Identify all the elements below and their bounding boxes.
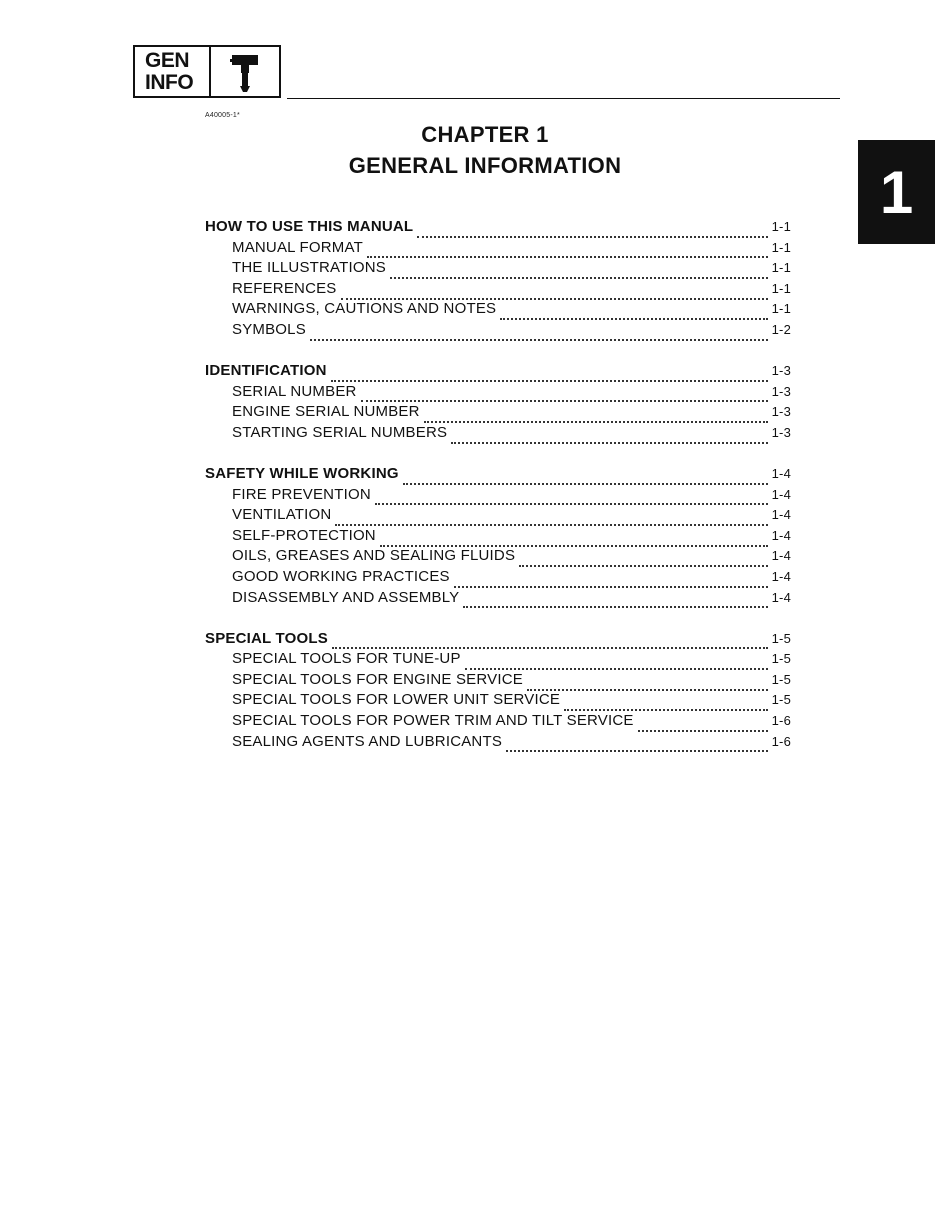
toc-page-number: 1-4 xyxy=(771,568,791,584)
toc-entry[interactable] xyxy=(205,321,791,342)
dot-leader xyxy=(454,572,768,588)
dot-leader xyxy=(335,510,767,526)
dot-leader xyxy=(527,675,768,691)
toc-entry[interactable] xyxy=(205,527,791,548)
outboard-motor-icon xyxy=(211,47,279,96)
dot-leader xyxy=(564,695,767,711)
chapter-subtitle: GENERAL INFORMATION xyxy=(348,153,622,178)
toc-entry-label: DISASSEMBLY AND ASSEMBLY xyxy=(232,588,460,606)
toc-page-number: 1-5 xyxy=(771,671,791,687)
dot-leader xyxy=(465,654,768,670)
toc-entry-label: REFERENCES xyxy=(232,279,337,297)
toc-entry[interactable] xyxy=(205,733,791,754)
toc-entry-label: SPECIAL TOOLS xyxy=(205,629,328,647)
toc-page-number: 1-6 xyxy=(771,712,791,728)
toc-entry-label: IDENTIFICATION xyxy=(205,362,327,380)
dot-leader xyxy=(519,551,767,567)
toc-entry-label: SPECIAL TOOLS FOR TUNE-UP xyxy=(232,650,461,668)
toc-page-number: 1-1 xyxy=(771,239,791,255)
toc-entry-label: SPECIAL TOOLS FOR ENGINE SERVICE xyxy=(232,670,523,688)
toc-entry-label: FIRE PREVENTION xyxy=(232,485,371,503)
toc-section-heading[interactable] xyxy=(205,630,791,651)
toc-page-number: 1-4 xyxy=(771,507,791,523)
toc-entry-label: SYMBOLS xyxy=(232,320,306,338)
dot-leader xyxy=(367,242,768,258)
toc-page-number: 1-3 xyxy=(771,383,791,399)
toc-section xyxy=(205,362,791,444)
toc-entry[interactable] xyxy=(205,486,791,507)
dot-leader xyxy=(341,284,768,300)
dot-leader xyxy=(451,428,767,444)
toc-entry-label: SPECIAL TOOLS FOR LOWER UNIT SERVICE xyxy=(232,691,561,709)
toc-page-number: 1-5 xyxy=(771,651,791,667)
toc-entry[interactable] xyxy=(205,506,791,527)
chapter-tab xyxy=(858,140,935,244)
toc-page-number: 1-1 xyxy=(771,280,791,296)
dot-leader xyxy=(361,386,768,402)
toc-entry[interactable] xyxy=(205,383,791,404)
toc-entry-label: VENTILATION xyxy=(232,506,332,524)
dot-leader xyxy=(424,407,768,423)
toc-entry[interactable] xyxy=(205,300,791,321)
table-of-contents xyxy=(205,218,791,774)
toc-page-number: 1-4 xyxy=(771,548,791,564)
toc-section xyxy=(205,465,791,609)
toc-entry[interactable] xyxy=(205,691,791,712)
toc-page-number: 1-3 xyxy=(771,404,791,420)
toc-page-number: 1-3 xyxy=(771,363,791,379)
toc-page-number: 1-4 xyxy=(771,527,791,543)
toc-entry[interactable] xyxy=(205,568,791,589)
toc-section-heading[interactable] xyxy=(205,362,791,383)
toc-entry-label: OILS, GREASES AND SEALING FLUIDS xyxy=(232,547,516,565)
dot-leader xyxy=(332,633,768,649)
toc-entry[interactable] xyxy=(205,712,791,733)
toc-page-number: 1-4 xyxy=(771,465,791,481)
dot-leader xyxy=(375,489,768,505)
toc-entry-label: SELF-PROTECTION xyxy=(232,526,376,544)
toc-entry[interactable] xyxy=(205,424,791,445)
toc-entry-label: HOW TO USE THIS MANUAL xyxy=(205,218,414,235)
toc-entry[interactable] xyxy=(205,259,791,280)
dot-leader xyxy=(380,531,768,547)
toc-page-number: 1-2 xyxy=(771,321,791,337)
toc-page-number: 1-5 xyxy=(771,630,791,646)
toc-entry[interactable] xyxy=(205,650,791,671)
toc-page-number: 1-3 xyxy=(771,424,791,440)
chapter-tab-number: 1 xyxy=(879,158,914,226)
chapter-title: CHAPTER 1 xyxy=(421,122,549,147)
toc-page-number: 1-1 xyxy=(771,260,791,276)
toc-section xyxy=(205,630,791,754)
toc-entry[interactable] xyxy=(205,671,791,692)
dot-leader xyxy=(463,592,767,608)
dot-leader xyxy=(638,716,768,732)
toc-section xyxy=(205,218,791,342)
toc-entry[interactable] xyxy=(205,280,791,301)
toc-entry-label: SPECIAL TOOLS FOR POWER TRIM AND TILT SERVICE xyxy=(232,711,634,729)
reference-code: A40005-1* xyxy=(205,112,240,119)
dot-leader xyxy=(331,366,768,382)
toc-entry-label: SEALING AGENTS AND LUBRICANTS xyxy=(232,732,503,750)
toc-entry-label: ENGINE SERIAL NUMBER xyxy=(232,403,420,421)
toc-entry[interactable] xyxy=(205,589,791,610)
toc-entry[interactable] xyxy=(205,547,791,568)
dot-leader xyxy=(506,736,768,752)
dot-leader xyxy=(390,263,768,279)
toc-page-number: 1-4 xyxy=(771,486,791,502)
dot-leader xyxy=(500,304,767,320)
toc-page-number: 1-1 xyxy=(771,219,791,234)
toc-page-number: 1-4 xyxy=(771,589,791,605)
toc-section-heading[interactable] xyxy=(205,218,791,239)
toc-entry-label: THE ILLUSTRATIONS xyxy=(232,259,386,277)
header-rule xyxy=(287,98,840,99)
dot-leader xyxy=(310,325,768,341)
toc-page-number: 1-1 xyxy=(771,301,791,317)
toc-page-number: 1-5 xyxy=(771,692,791,708)
toc-section-heading[interactable] xyxy=(205,465,791,486)
toc-entry[interactable] xyxy=(205,239,791,260)
toc-entry-label: WARNINGS, CAUTIONS AND NOTES xyxy=(232,300,497,318)
toc-entry-label: GOOD WORKING PRACTICES xyxy=(232,567,450,585)
badge-text xyxy=(135,47,211,96)
dot-leader xyxy=(403,469,768,485)
toc-entry-label: MANUAL FORMAT xyxy=(232,238,363,256)
toc-entry-label: STARTING SERIAL NUMBERS xyxy=(232,423,448,441)
badge-line-gen: GEN xyxy=(145,48,190,72)
badge-line-info: INFO xyxy=(145,70,194,94)
toc-page-number: 1-6 xyxy=(771,733,791,749)
toc-entry-label: SERIAL NUMBER xyxy=(232,382,357,400)
dot-leader xyxy=(417,222,767,238)
gen-info-badge xyxy=(133,45,281,98)
toc-entry-label: SAFETY WHILE WORKING xyxy=(205,464,399,482)
toc-entry[interactable] xyxy=(205,403,791,424)
